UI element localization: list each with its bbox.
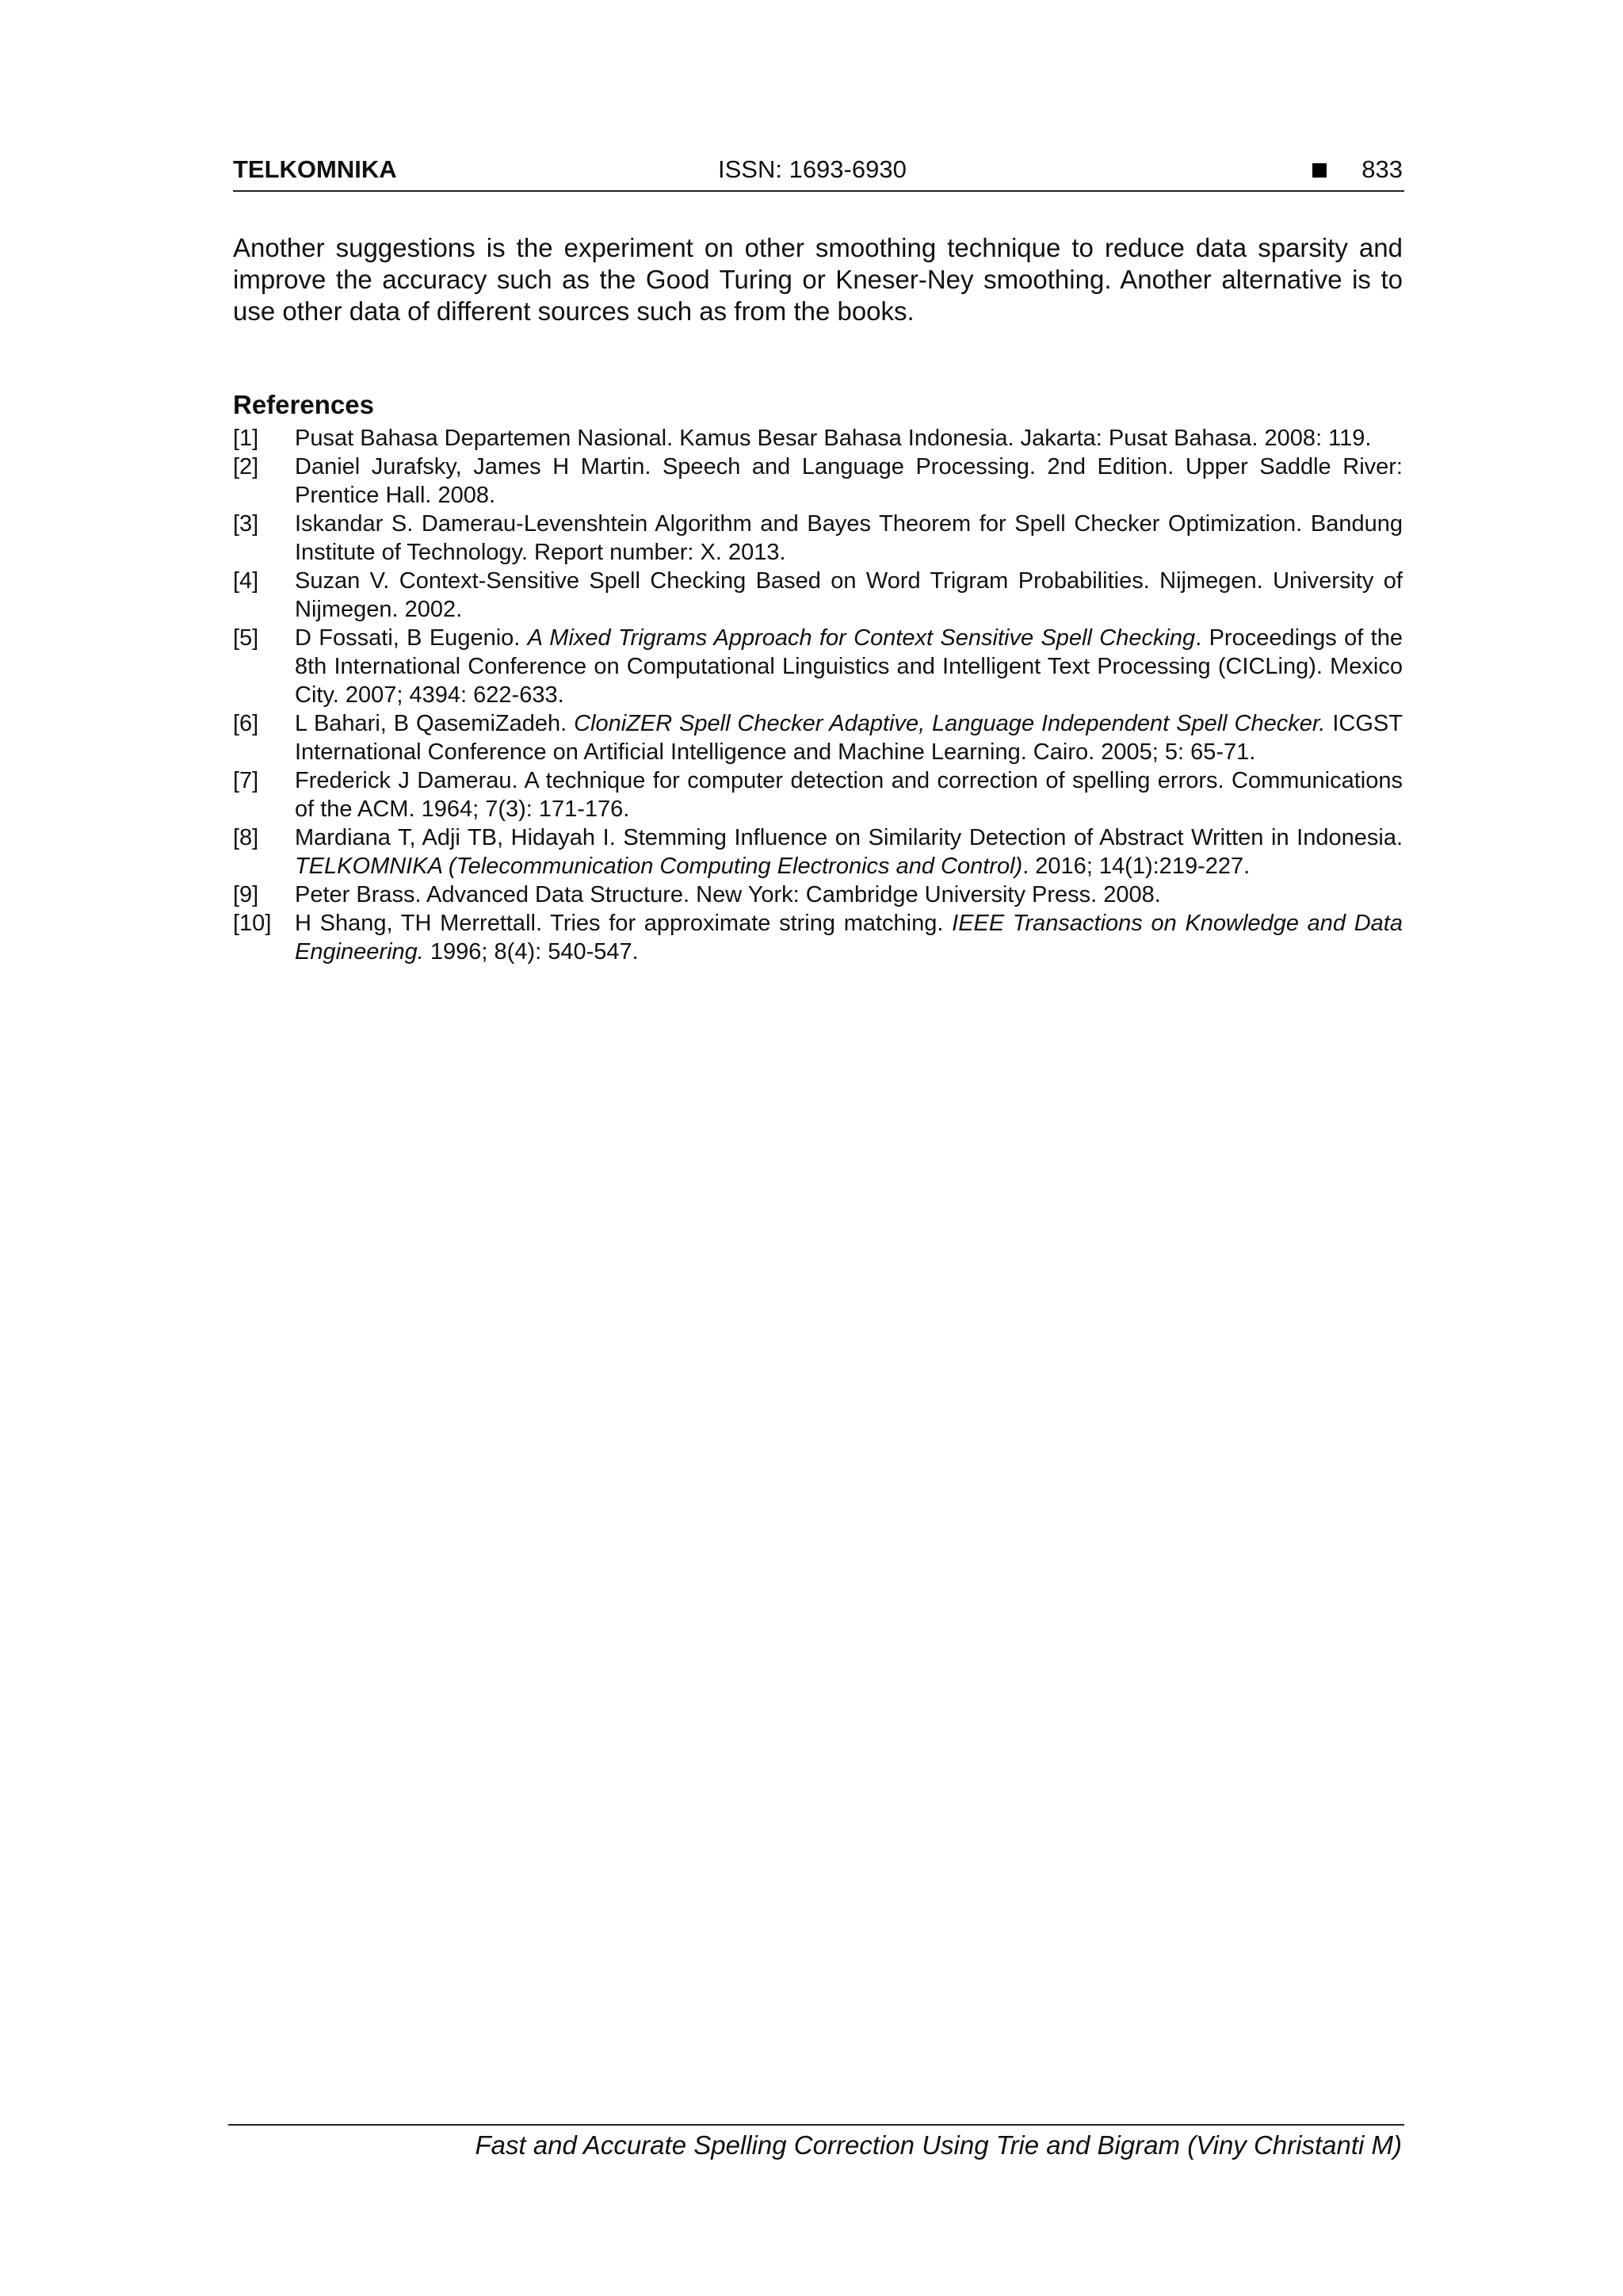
journal-name: TELKOMNIKA <box>233 155 397 183</box>
reference-text <box>295 453 1403 510</box>
reference-segment: L Bahari, B QasemiZadeh. <box>295 711 575 736</box>
reference-text <box>295 881 1403 909</box>
reference-item <box>233 453 1403 510</box>
footer-rule <box>228 2124 1404 2126</box>
reference-text <box>295 567 1403 624</box>
reference-segment: . 2016; 14(1):219-227. <box>1022 854 1251 879</box>
page-number-group <box>1312 155 1403 184</box>
reference-text <box>295 624 1403 709</box>
reference-italic-segment: A Mixed Trigrams Approach for Context Sensitive Spell Checking <box>527 625 1196 651</box>
reference-number: [10] <box>233 911 272 936</box>
reference-segment: Iskandar S. Damerau-Levenshtein Algorithm and Bayes Theorem for Spell Checker Optimization. Bandung Institute of Technology. Report number: X. 2013. <box>295 511 1403 565</box>
footer-text: Fast and Accurate Spelling Correction Using Trie and Bigram (Viny Christanti M) <box>475 2130 1402 2160</box>
reference-text <box>295 709 1403 766</box>
reference-segment: . Proceedings of the 8th International Conference on Computational Linguistics and Intelligent Text Processing (CICLing). Mexico City. 2007; 4394: 622-633. <box>295 625 1403 708</box>
reference-item <box>233 567 1403 624</box>
reference-segment: Pusat Bahasa Departemen Nasional. Kamus Besar Bahasa Indonesia. Jakarta: Pusat Bahasa. 2008: 119. <box>295 426 1372 451</box>
reference-item <box>233 624 1403 709</box>
references-heading: References <box>233 390 374 419</box>
reference-number: [3] <box>233 511 259 537</box>
reference-number: [2] <box>233 454 259 479</box>
reference-number: [9] <box>233 882 259 907</box>
reference-item <box>233 709 1403 766</box>
reference-segment: Peter Brass. Advanced Data Structure. New York: Cambridge University Press. 2008. <box>295 882 1161 907</box>
reference-item <box>233 823 1403 881</box>
reference-italic-segment: CloniZER Spell Checker Adaptive, Language Independent Spell Checker. <box>574 711 1326 736</box>
reference-number: [5] <box>233 625 259 651</box>
black-square-icon <box>1312 163 1327 178</box>
reference-text <box>295 766 1403 823</box>
reference-segment: Daniel Jurafsky, James H Martin. Speech and Language Processing. 2nd Edition. Upper Saddle River: Prentice Hall. 2008. <box>295 454 1403 508</box>
reference-segment: Mardiana T, Adji TB, Hidayah I. Stemming Influence on Similarity Detection of Abstract Written in Indonesia. <box>295 825 1403 850</box>
reference-item <box>233 510 1403 567</box>
reference-segment: ICGST International Conference on Artificial Intelligence and Machine Learning. Cairo. 2005; 5: 65-71. <box>295 711 1403 765</box>
reference-number: [7] <box>233 768 259 793</box>
reference-text <box>295 424 1403 453</box>
page-number: 833 <box>1361 155 1403 183</box>
reference-text <box>295 510 1403 567</box>
reference-segment: H Shang, TH Merrettall. Tries for approximate string matching. <box>295 911 953 936</box>
reference-item <box>233 424 1403 453</box>
reference-item <box>233 909 1403 966</box>
reference-item <box>233 766 1403 823</box>
reference-number: [1] <box>233 426 259 451</box>
reference-segment: Frederick J Damerau. A technique for computer detection and correction of spelling errors. Communications of the ACM. 1964; 7(3): 171-176. <box>295 768 1403 822</box>
reference-item <box>233 881 1403 909</box>
issn: ISSN: 1693-6930 <box>718 155 907 183</box>
reference-segment: Suzan V. Context-Sensitive Spell Checking Based on Word Trigram Probabilities. Nijmegen. University of Nijmegen. 2002. <box>295 568 1403 622</box>
reference-segment: D Fossati, B Eugenio. <box>295 625 528 651</box>
reference-number: [8] <box>233 825 259 850</box>
page-header <box>233 155 1404 192</box>
reference-text <box>295 909 1403 966</box>
reference-italic-segment: TELKOMNIKA (Telecommunication Computing Electronics and Control) <box>295 854 1023 879</box>
reference-number: [4] <box>233 568 259 594</box>
reference-text <box>295 823 1403 881</box>
reference-segment: 1996; 8(4): 540-547. <box>423 939 639 965</box>
reference-italic-segment: IEEE Transactions on Knowledge and Data Engineering. <box>295 911 1403 965</box>
reference-number: [6] <box>233 711 259 736</box>
body-paragraph: Another suggestions is the experiment on other smoothing technique to reduce data sparsity and improve the accuracy such as the Good Turing or Kneser-Ney smoothing. Another alternative is to use other data of different sources such as from the books. <box>233 233 1403 326</box>
references-list <box>233 424 1403 966</box>
